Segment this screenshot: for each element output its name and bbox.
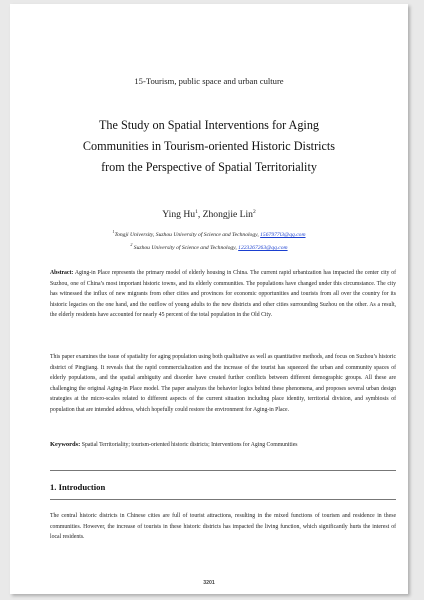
affiliation-text: Tongji University, Suzhou University of Science and Technology, [114,231,261,238]
email-link[interactable]: 1567977l3@qq.com [260,231,306,238]
title-line-3: from the Perspective of Spatial Territoriality [101,160,317,174]
paper-title [30,115,388,178]
abstract-paragraph [50,268,396,321]
title-line-2: Communities in Tourism-oriented Historic Districts [82,139,336,153]
intro-paragraph: The central historic districts in Chinese cities are full of tourist attractions, resulting in the mixed functions of tourism and residence in these communities. However, the increase of tourists in these historic districts has impacted the living function, which significantly hurts the interest of local residents. [50,513,396,541]
author-name: Zhongjie Lin [202,209,253,221]
keywords-label: Keywords: [50,441,81,448]
divider [50,470,396,471]
affiliation-1 [10,227,408,240]
affiliation-2 [10,240,408,253]
affiliation-mark: 1 [112,229,115,234]
abstract-text: Aging-in Place represents the primary model of elderly housing in China. The current rapid urbanization has impacted the center city of Suzhou, one of China’s most important historic towns, and its elderly communities. The populations have changed under this circumstance. The city has witnessed the influx of new migrants from other cities and provinces for economic opportunities and tourists from all over the country for its historic legacies on the one hand, and the outflow of young adults to the new districts and other cities surrounding Suzhou on the other. As a result, the elderly residents have accounted for nearly 45 percent of the total population in the Old City. [50,270,396,319]
affiliations [10,227,408,253]
abstract-label: Abstract: [50,270,74,276]
author-name: Ying Hu [162,209,196,221]
page-number: 3201 [203,580,215,586]
title-line-1: The Study on Spatial Interventions for Aging [98,118,320,132]
section-heading: 1. Introduction [50,482,106,492]
session-header: 15-Tourism, public space and urban culture [134,76,284,86]
author-affil-mark: 1 [195,209,198,215]
keywords [50,441,396,448]
paper-page [10,4,408,594]
affiliation-mark: 2 [130,241,133,247]
affiliation-text: Suzhou University of Science and Technology, [132,244,239,251]
author-affil-mark: 2 [252,209,256,215]
author-separator: , [197,209,203,221]
keywords-text: Spatial Territoriality; tourism-oriented historic districts; Interventions for Aging Communities [80,442,298,448]
body-paragraph: This paper examines the issue of spatiality for aging population using both qualitative as well as quantitative methods, and focus on Suzhou’s historic district of Pingjiang. It reveals that the rapid commercialization and the increase of the tourist has squeezed the urban and community spaces of elderly populations, and the spatial ambiguity and disorder have created further conflicts between different demographic groups. All these are challenging the original Aging-in Place model. The paper analyzes the behavior logics behind these phenomena, and proposes several urban design strategies at the micro-scales related to different aspects of the current situation including place identity, territorial division, and symbiosis of population that are intended address, which hopefully could restore the environment for Aging-in Place. [50,354,396,413]
divider [50,499,396,500]
author-line [10,209,408,220]
email-link[interactable]: 1223267263@qq.com [238,244,288,251]
